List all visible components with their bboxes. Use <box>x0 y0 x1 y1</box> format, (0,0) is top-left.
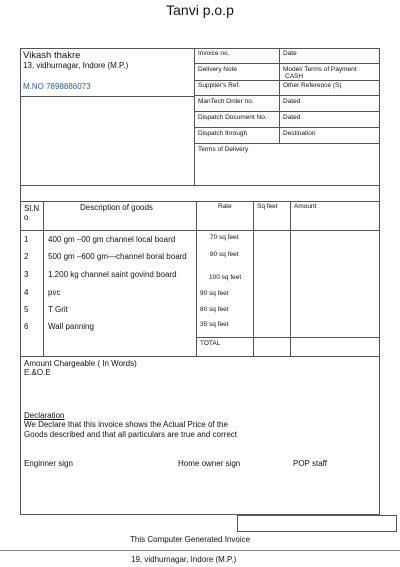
dated-label-1: Dated <box>283 98 301 105</box>
row-5-sl: 5 <box>24 305 29 314</box>
col-line-desc <box>196 201 197 356</box>
table-header-bottom <box>20 230 380 231</box>
declaration-line-2: Goods described and that all particulars are true and correct <box>24 430 238 439</box>
row-4-sl: 4 <box>24 288 29 297</box>
declaration-line-1: We Declare that this invoice shows the Actual Price of the <box>24 420 228 429</box>
delivery-note-label: Delivery Note <box>198 66 238 73</box>
other-reference-label: Other Reference (S) <box>283 82 342 89</box>
table-top-line <box>20 201 380 202</box>
total-row-top <box>196 337 380 338</box>
header-description: Description of goods <box>80 203 153 212</box>
order-no-label: ManTech Order no. <box>198 98 254 105</box>
field-line-5 <box>194 127 380 128</box>
payment-mode: CASH <box>285 73 304 80</box>
field-line-3 <box>194 95 380 96</box>
pop-staff-label: POP staff <box>293 459 327 468</box>
header-bottom-line <box>20 185 380 186</box>
row-2-rate: 80 sq feet <box>210 251 239 258</box>
footer-address: 19, vidhurnagar, Indore (M.P.) <box>131 555 237 564</box>
generated-note: This Computer Generated Invoice <box>130 535 251 544</box>
border-left <box>20 48 21 514</box>
destination-label: Destination <box>283 130 316 137</box>
amount-chargeable-label: Amount Chargeable ( In Words) <box>24 359 137 368</box>
col-line-sl <box>43 201 44 356</box>
row-1-rate: 70 sq feet <box>210 234 239 241</box>
row-6-sl: 6 <box>24 322 29 331</box>
border-top <box>20 48 380 49</box>
row-5-desc: T Grit <box>48 305 68 314</box>
dispatch-doc-label: Dispatch Document No. <box>198 114 267 121</box>
field-line-4 <box>194 111 380 112</box>
header-slno-cont: o <box>24 213 29 222</box>
col-line-rate <box>253 201 254 356</box>
row-2-desc: 500 gm –600 gm—channel boral board <box>48 252 187 261</box>
field-line-6 <box>194 143 380 144</box>
row-3-rate: 100 sq feet <box>209 274 242 281</box>
row-1-sl: 1 <box>24 235 29 244</box>
home-owner-sign-label: Home owner sign <box>178 459 241 468</box>
row-4-desc: pvc <box>48 288 61 297</box>
dispatch-through-label: Dispatch through <box>198 130 248 137</box>
seller-mobile: M.NO 7898886073 <box>23 82 91 91</box>
total-label: TOTAL <box>200 340 221 347</box>
col-line-sqfeet <box>290 201 291 356</box>
suppliers-ref-label: Supplier's Ref. <box>198 82 241 89</box>
border-right <box>379 48 380 514</box>
row-3-sl: 3 <box>24 270 29 279</box>
header-slno: Sl.N <box>24 204 40 213</box>
terms-of-delivery-label: Terms of Delivery <box>198 146 249 153</box>
eoe-label: E.&O.E <box>24 368 51 377</box>
footer-line <box>0 550 400 551</box>
seller-address: 13, vidhurnagar, Indore (M.P.) <box>23 61 129 70</box>
seller-divider <box>20 96 194 97</box>
page-title: Tanvi p.o.p <box>166 2 234 18</box>
header-rate: Rate <box>218 203 232 210</box>
dated-label-2: Dated <box>283 114 301 121</box>
row-2-sl: 2 <box>24 252 29 261</box>
row-6-rate: 35 sq feet <box>200 321 229 328</box>
date-label: Date <box>283 50 297 57</box>
header-sqfeet: Sq feet <box>257 203 278 210</box>
seller-name: Vikash thakre <box>23 50 81 61</box>
row-5-rate: 80 sq feet <box>200 306 229 313</box>
invoice-no-label: Invoice no. <box>198 50 230 57</box>
table-bottom-line <box>20 356 380 357</box>
row-1-desc: 400 gm –00 gm channel local board <box>48 235 176 244</box>
terms-of-payment-label: Model/ Terms of Payment <box>283 66 357 73</box>
field-line-1 <box>194 63 380 64</box>
stamp-box <box>237 515 397 532</box>
declaration-heading: Declaration <box>24 411 65 420</box>
engineer-sign-label: Enginner sign <box>24 459 73 468</box>
row-4-rate: 90 sq feet <box>200 290 229 297</box>
row-3-desc: 1.200 kg channel saint govind board <box>48 270 177 279</box>
header-divider <box>194 48 195 185</box>
header-amount: Amount <box>294 203 317 210</box>
row-6-desc: Wall panning <box>48 322 94 331</box>
